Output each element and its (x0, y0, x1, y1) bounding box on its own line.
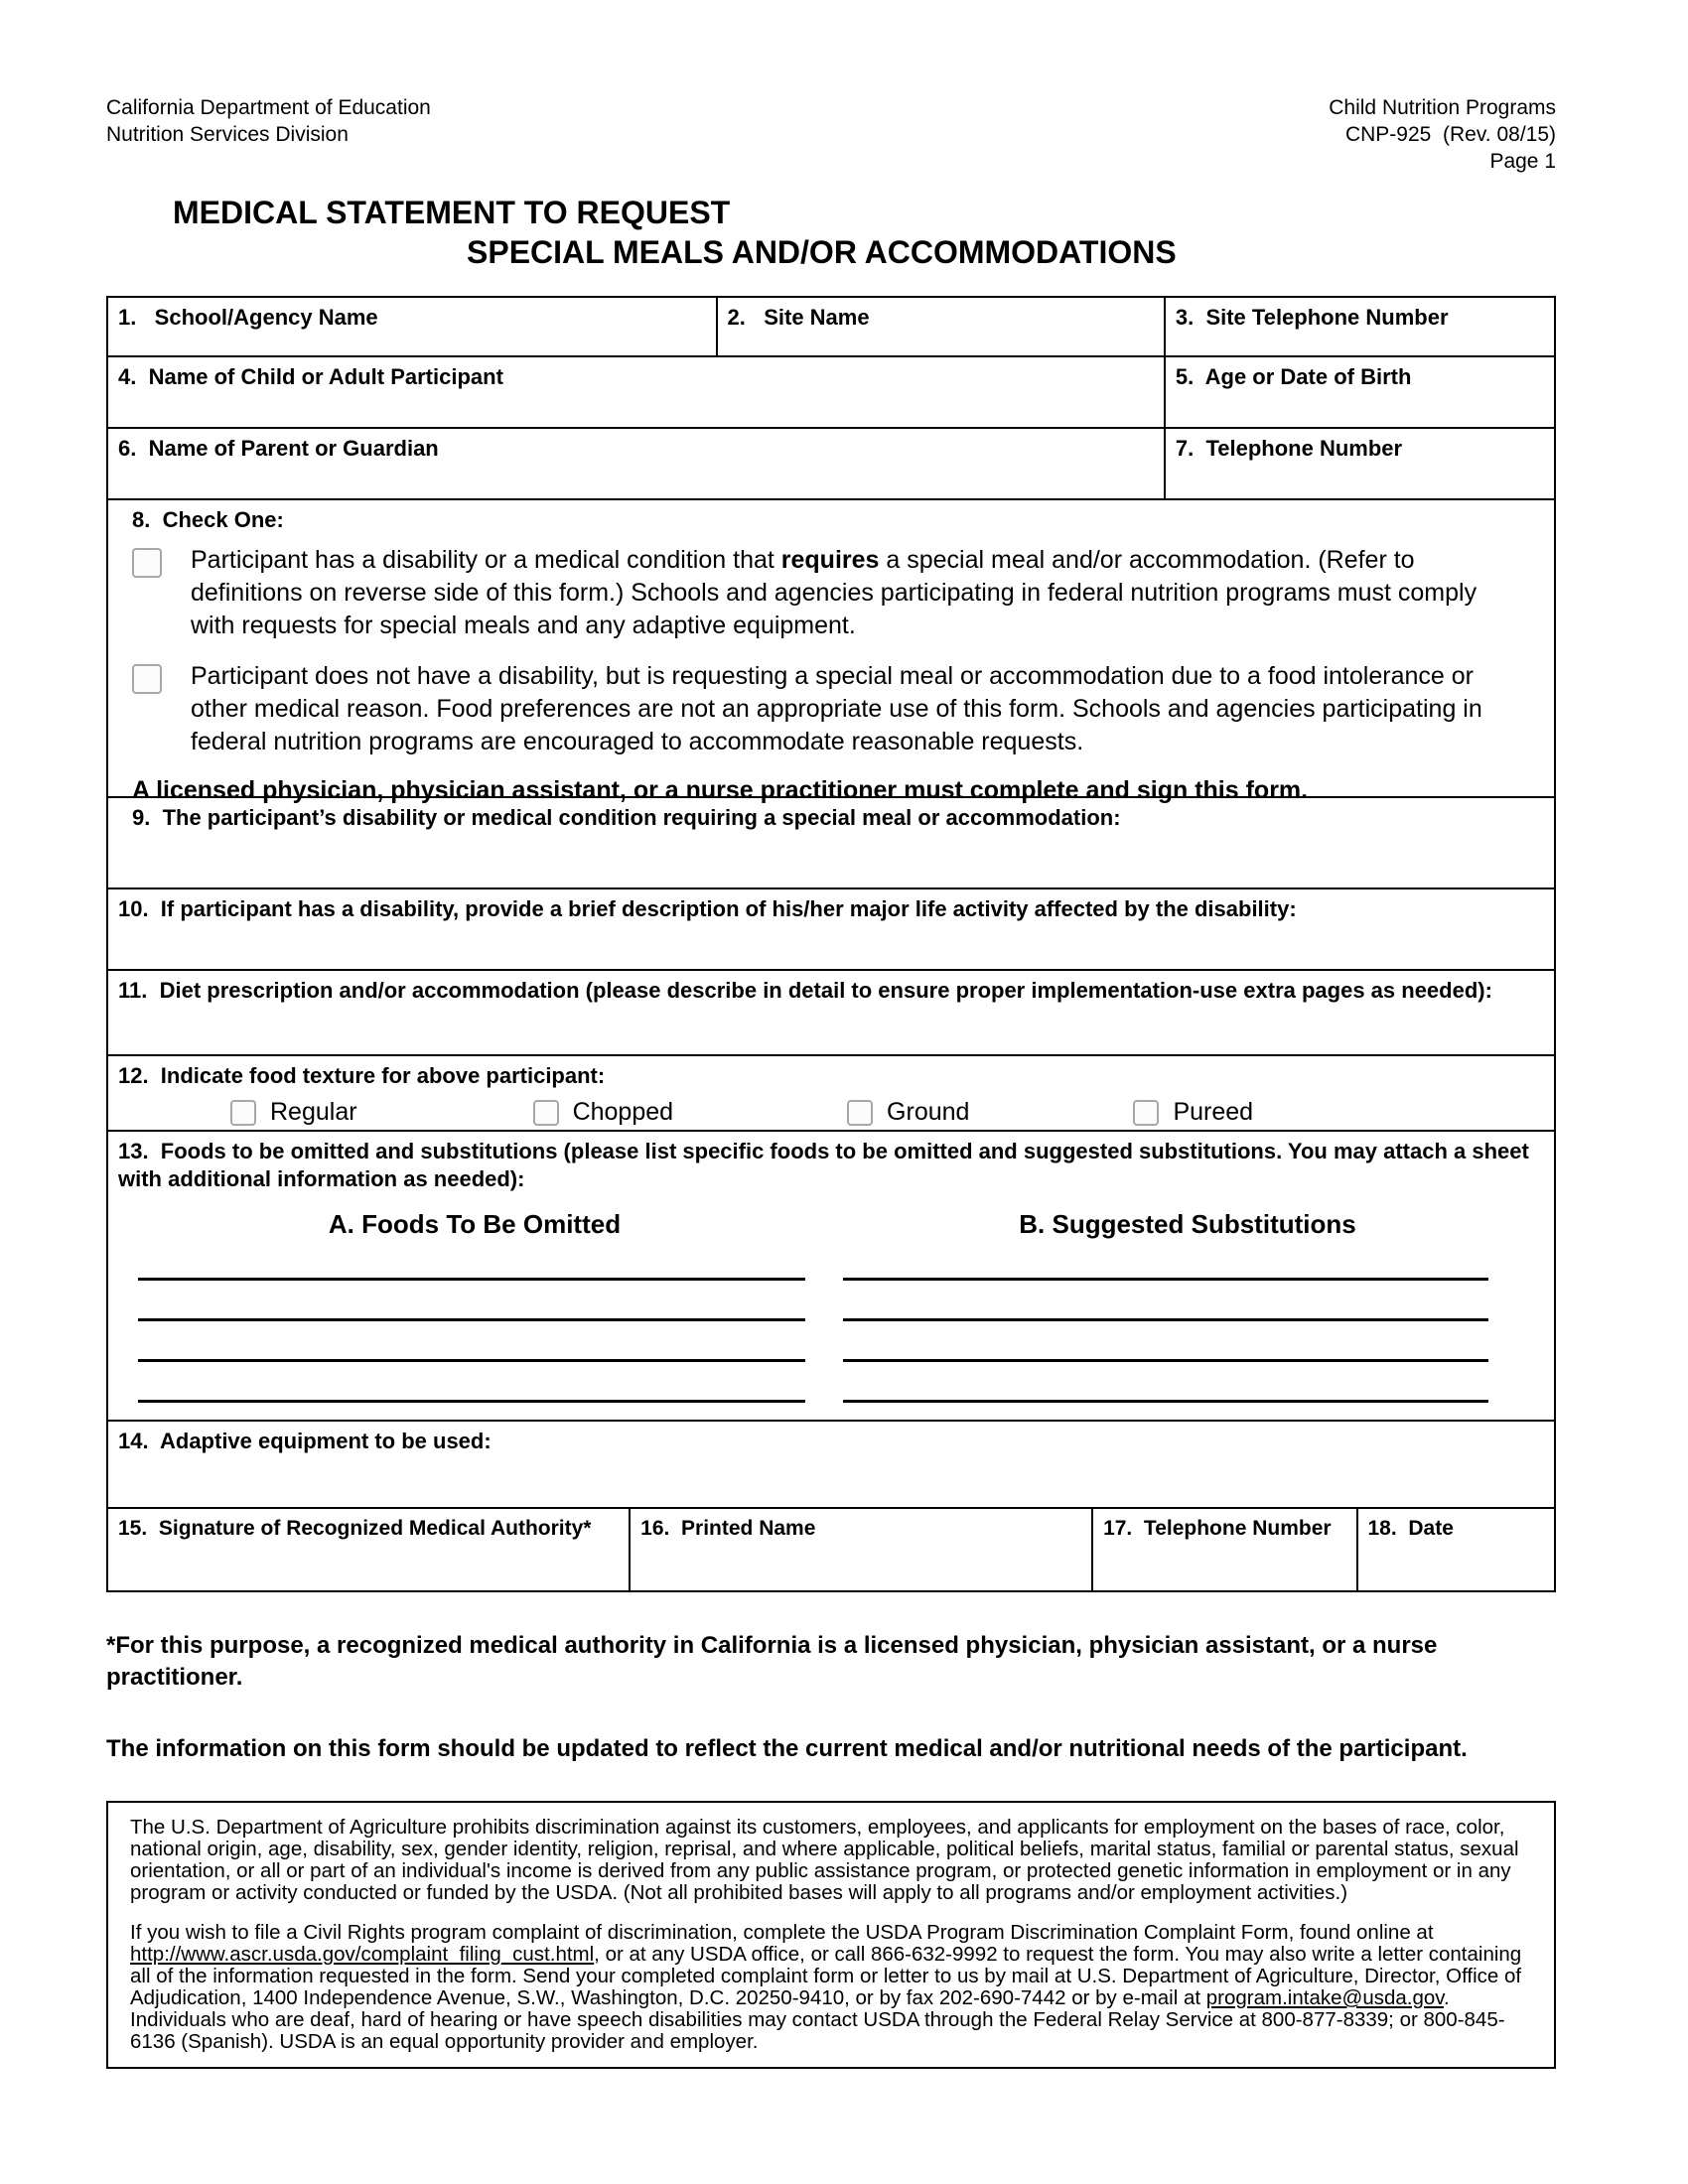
no-disability-checkbox[interactable] (132, 664, 162, 694)
field-2-label: 2. Site Name (727, 305, 870, 330)
agency-block (106, 94, 431, 175)
field-9-label: 9. The participant’s disability or medical condition requiring a special meal or accommodation: (132, 805, 1121, 830)
field-14-label: 14. Adaptive equipment to be used: (118, 1429, 492, 1453)
texture-checkbox-regular[interactable] (230, 1100, 256, 1126)
diet-prescription-input[interactable] (118, 1005, 1544, 1048)
form-number: CNP-925 (Rev. 08/15) (1344, 123, 1556, 146)
texture-checkbox-ground[interactable] (847, 1100, 873, 1126)
usda-p2-text-c: . Individuals who are deaf, hard of hearing or have speech disabilities may contact USDA through the Federal Relay Service at 800-877-8339; or 800-845-6136 (Spanish). USDA is an equal opportunity provider and employer. (130, 1986, 1505, 2053)
substitutions-column (831, 1199, 1544, 1403)
signature-input[interactable] (118, 1543, 619, 1584)
field-food-texture (108, 1056, 1554, 1130)
texture-options-row (118, 1098, 1544, 1127)
usda-nondiscrimination-box (106, 1801, 1556, 2069)
texture-label-chopped: Chopped (572, 1098, 674, 1126)
row-10 (108, 887, 1554, 969)
program-intake-email-link[interactable]: program.intake@usda.gov (1205, 1986, 1445, 2009)
form-table (106, 296, 1556, 1592)
substitutions-header: B. Suggested Substitutions (1019, 1209, 1356, 1239)
printed-name-input[interactable] (640, 1543, 1081, 1584)
usda-p2-text-b: , or at any USDA office, or call 866-632-9992 to request the form. You may also write a letter containing all of the information requested in the form. Send your completed complaint form or letter to us by mail at U.S. Department of Agriculture, Director, Office of Adjudication, 1400 Independence Avenue, S.W., Washington, D.C. 20250-9410, or by fax 202-690-7442 or by e-mail at (130, 1943, 1522, 2009)
page-number: Page 1 (1489, 150, 1556, 173)
telephone-input[interactable] (1176, 463, 1544, 492)
field-parent-guardian (108, 429, 1164, 498)
texture-option-regular (230, 1098, 357, 1127)
update-note: The information on this form should be updated to reflect the current medical and/or nutritional needs of the participant. (106, 1735, 1468, 1762)
field-4-label: 4. Name of Child or Adult Participant (118, 364, 503, 389)
participant-name-input[interactable] (118, 391, 1154, 421)
substitution-line-3[interactable] (843, 1321, 1488, 1362)
physician-note: A licensed physician, physician assistant, or a nurse practitioner must complete and sign this form. (132, 776, 1309, 804)
authority-telephone-input[interactable] (1103, 1543, 1345, 1584)
row-11 (108, 969, 1554, 1054)
foods-omitted-column (118, 1199, 831, 1403)
row-2 (108, 355, 1554, 427)
field-18-label: 18. Date (1367, 1517, 1454, 1540)
row-3 (108, 427, 1554, 498)
field-17-label: 17. Telephone Number (1103, 1517, 1332, 1540)
row-9 (108, 796, 1554, 887)
form-title (106, 193, 1556, 272)
disability-text-pre: Participant has a disability or a medical condition that (191, 546, 781, 574)
field-7-label: 7. Telephone Number (1175, 436, 1403, 461)
field-site-name (716, 298, 1164, 355)
age-dob-input[interactable] (1176, 391, 1544, 421)
usda-p2-text-a: If you wish to file a Civil Rights program complaint of discrimination, complete the USDA Program Discrimination Complaint Form, found online at (130, 1921, 1434, 1944)
texture-label-regular: Regular (270, 1098, 357, 1126)
row-check-one (108, 498, 1554, 804)
omitted-food-line-3[interactable] (138, 1321, 805, 1362)
texture-option-ground (847, 1098, 969, 1127)
adaptive-equipment-input[interactable] (118, 1455, 1544, 1501)
field-life-activity (108, 889, 1554, 969)
texture-option-chopped (533, 1098, 673, 1127)
site-name-input[interactable] (728, 332, 1154, 349)
field-6-label: 6. Name of Parent or Guardian (118, 436, 439, 461)
field-15-label: 15. Signature of Recognized Medical Authority* (118, 1517, 592, 1540)
substitution-line-2[interactable] (843, 1281, 1488, 1321)
field-check-one (108, 500, 1554, 804)
form-title-line1: MEDICAL STATEMENT TO REQUEST (173, 195, 731, 230)
no-disability-option-text: Participant does not have a disability, but is requesting a special meal or accommodation due to a food intolerance or other medical reason. Food preferences are not an appropriate use of this form. Schools and agencies participating in federal nutrition programs are encouraged to accommodate reasonable requests. (191, 662, 1482, 755)
usda-paragraph-1: The U.S. Department of Agriculture prohibits discrimination against its customers, employees, and applicants for employment on the bases of race, color, national origin, age, disability, sex, gender identity, religion, reprisal, and where applicable, political beliefs, marital status, familial or parental status, sexual orientation, or all or part of an individual's income is derived from any public assistance program, or protected genetic information in employment or in any program or activity conducted or funded by the USDA. (Not all prohibited bases will apply to all programs and/or employment activities.) (130, 1816, 1519, 1904)
row-1 (108, 298, 1554, 355)
program-name: Child Nutrition Programs (1329, 96, 1556, 119)
field-12-label: 12. Indicate food texture for above participant: (118, 1063, 606, 1088)
field-age-dob (1164, 357, 1554, 427)
field-10-label: 10. If participant has a disability, provide a brief description of his/her major life activity affected by the disability: (118, 896, 1297, 921)
field-16-label: 16. Printed Name (640, 1517, 816, 1540)
texture-label-ground: Ground (887, 1098, 970, 1126)
field-telephone (1164, 429, 1554, 498)
disability-option-row (118, 544, 1544, 642)
life-activity-input[interactable] (118, 923, 1544, 963)
texture-option-pureed (1133, 1098, 1253, 1127)
substitution-line-1[interactable] (843, 1240, 1488, 1281)
omitted-food-line-1[interactable] (138, 1240, 805, 1281)
agency-division: Nutrition Services Division (106, 123, 349, 146)
texture-checkbox-chopped[interactable] (533, 1100, 559, 1126)
site-telephone-input[interactable] (1176, 332, 1544, 349)
complaint-form-link[interactable]: http://www.ascr.usda.gov/complaint_filing_cust.html (130, 1943, 595, 1966)
agency-name: California Department of Education (106, 96, 431, 119)
field-school-agency (108, 298, 716, 355)
field-11-label: 11. Diet prescription and/or accommodation (please describe in detail to ensure proper implementation-use extra pages as needed): (118, 978, 1492, 1003)
field-adaptive-equipment (108, 1422, 1554, 1507)
row-13 (108, 1130, 1554, 1420)
field-13-label: 13. Foods to be omitted and substitutions (please list specific foods to be omitted and suggested substitutions. You may attach a sheet with additional information as needed): (118, 1139, 1535, 1191)
field-signature (108, 1509, 629, 1590)
field-8-label: 8. Check One: (132, 507, 284, 532)
row-12 (108, 1054, 1554, 1130)
field-site-telephone (1164, 298, 1554, 355)
program-block (1329, 94, 1556, 175)
field-participant-name (108, 357, 1164, 427)
field-1-label: 1. School/Agency Name (118, 305, 378, 330)
disability-option-text (191, 544, 1521, 642)
field-printed-name (629, 1509, 1091, 1590)
field-3-label: 3. Site Telephone Number (1175, 305, 1449, 330)
form-header (106, 94, 1556, 175)
texture-checkbox-pureed[interactable] (1133, 1100, 1159, 1126)
field-authority-telephone (1091, 1509, 1355, 1590)
omit-substitution-columns (118, 1199, 1544, 1403)
disability-condition-input[interactable] (118, 832, 1544, 882)
date-input[interactable] (1368, 1543, 1544, 1584)
row-14 (108, 1420, 1554, 1507)
substitution-line-4[interactable] (843, 1362, 1488, 1403)
omitted-food-line-2[interactable] (138, 1281, 805, 1321)
usda-paragraph-2 (130, 1922, 1532, 2053)
field-foods-omitted (108, 1132, 1554, 1420)
foods-omitted-header: A. Foods To Be Omitted (328, 1209, 622, 1239)
recognized-authority-note: *For this purpose, a recognized medical authority in California is a licensed physician, physician assistant, or a nurse practitioner. (106, 1632, 1438, 1691)
parent-guardian-input[interactable] (118, 463, 1154, 492)
field-disability-condition (108, 798, 1554, 887)
no-disability-option-row (118, 660, 1544, 758)
field-date (1356, 1509, 1554, 1590)
omitted-food-line-4[interactable] (138, 1362, 805, 1403)
school-agency-input[interactable] (118, 332, 706, 349)
texture-label-pureed: Pureed (1173, 1098, 1254, 1126)
field-diet-prescription (108, 971, 1554, 1054)
row-signature (108, 1507, 1554, 1590)
disability-text-post: a special meal and/or accommodation. (Refer to definitions on reverse side of this form.) Schools and agencies participating in federal nutrition programs must comply with requests for special meals and any adaptive equipment. (191, 546, 1477, 639)
disability-checkbox[interactable] (132, 548, 162, 578)
form-title-line2: SPECIAL MEALS AND/OR ACCOMMODATIONS (467, 234, 1177, 270)
field-5-label: 5. Age or Date of Birth (1175, 364, 1412, 389)
disability-text-bold: requires (780, 546, 880, 574)
